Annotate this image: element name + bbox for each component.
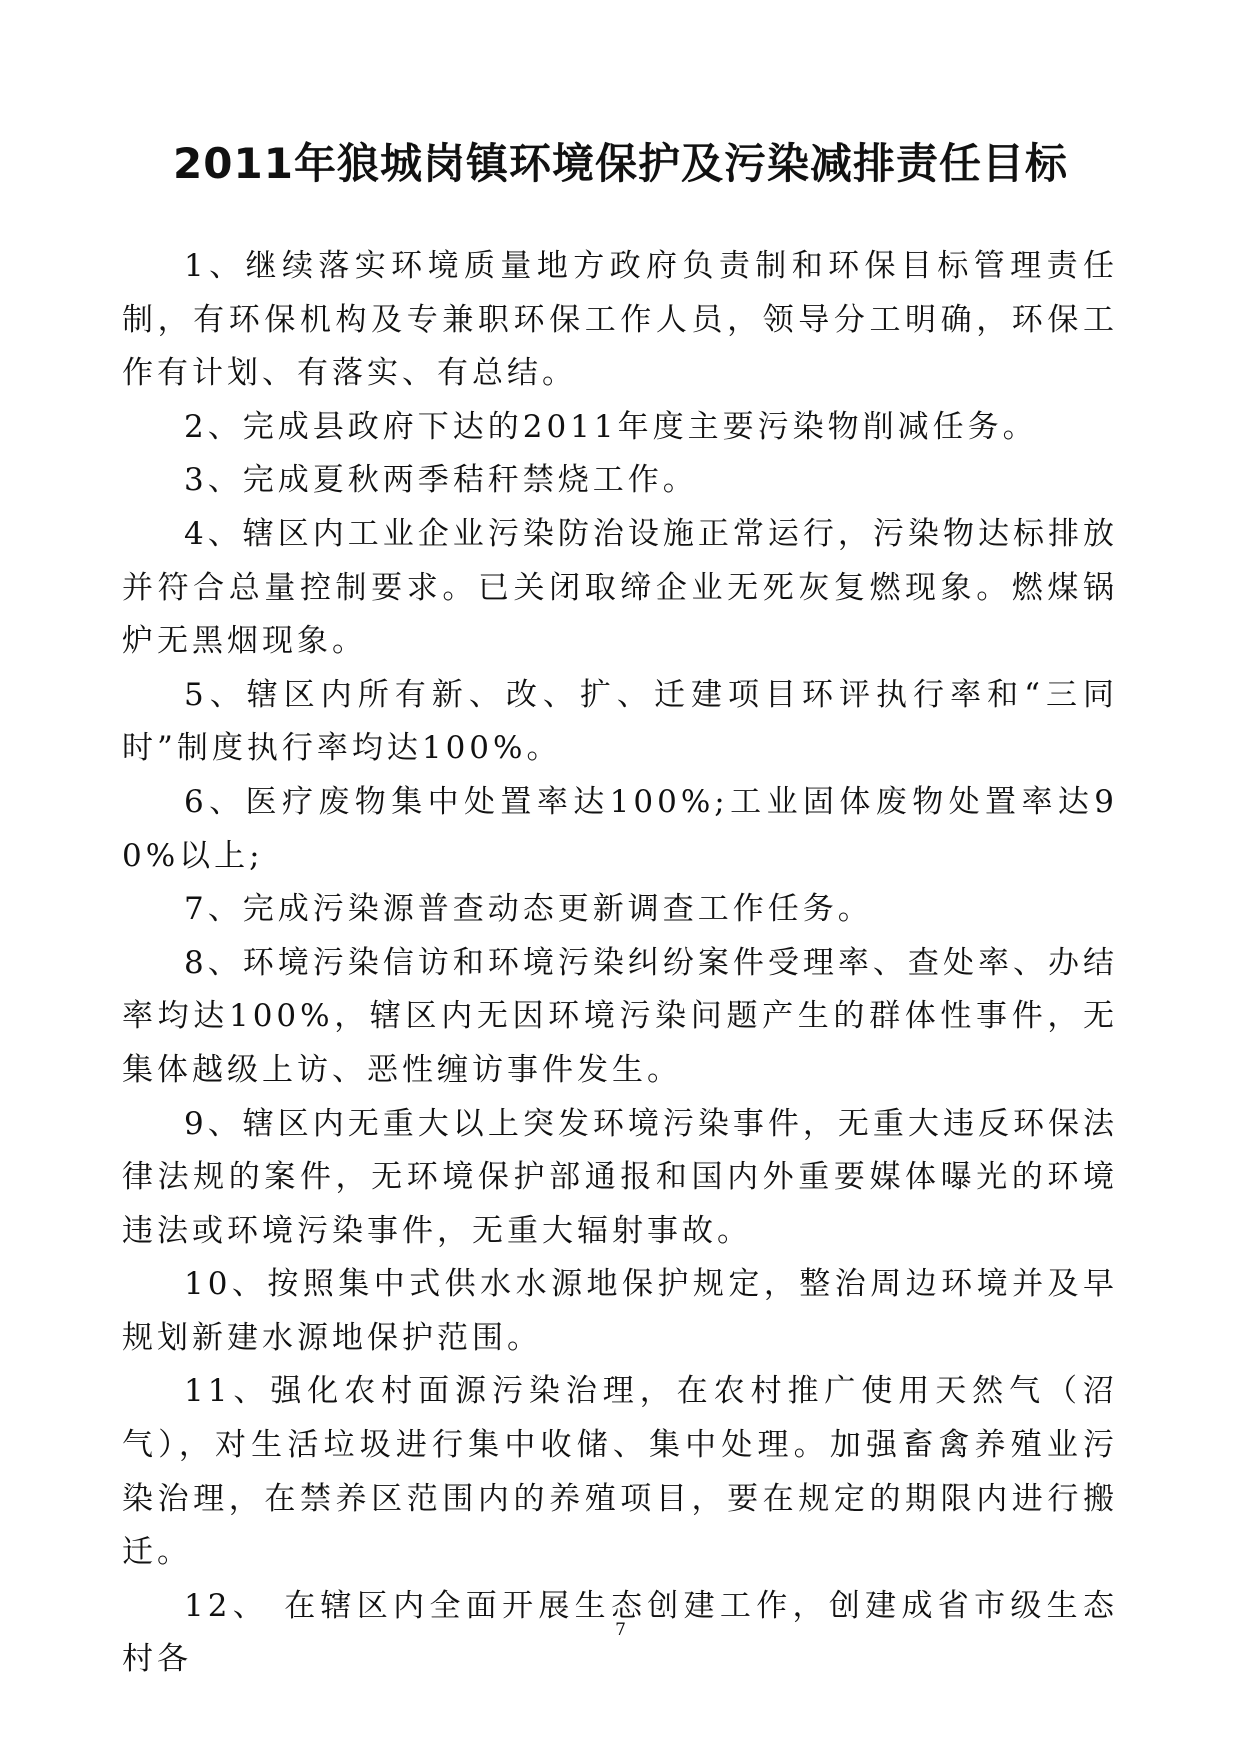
paragraph-5: 5、辖区内所有新、改、扩、迁建项目环评执行率和“三同时”制度执行率均达100%。 — [122, 676, 1118, 767]
page-title: 2011年狼城岗镇环境保护及污染减排责任目标 — [173, 139, 1068, 188]
paragraph-8: 8、环境污染信访和环境污染纠纷案件受理率、查处率、办结率均达100%，辖区内无因环境污染问题产生的群体性事件，无集体越级上访、恶性缠访事件发生。 — [122, 944, 1118, 1088]
paragraph-6: 6、医疗废物集中处置率达100%;工业固体废物处置率达90%以上; — [122, 783, 1118, 874]
paragraph-7: 7、完成污染源普查动态更新调查工作任务。 — [184, 891, 873, 928]
paragraph-12: 12、 在辖区内全面开展生态创建工作，创建成省市级生态村各 — [122, 1587, 1118, 1678]
page-number: 7 — [615, 1620, 626, 1640]
document-body — [122, 240, 1118, 1687]
paragraph-3: 3、完成夏秋两季秸秆禁烧工作。 — [184, 462, 698, 499]
paragraph-4: 4、辖区内工业企业污染防治设施正常运行，污染物达标排放并符合总量控制要求。已关闭取缔企业无死灰复燃现象。燃煤锅炉无黑烟现象。 — [122, 515, 1118, 660]
paragraph-2: 2、完成县政府下达的2011年度主要污染物削减任务。 — [184, 408, 1038, 445]
paragraph-9: 9、辖区内无重大以上突发环境污染事件，无重大违反环保法律法规的案件，无环境保护部通报和国内外重要媒体曝光的环境违法或环境污染事件，无重大辐射事故。 — [122, 1105, 1118, 1249]
paragraph-11: 11、强化农村面源污染治理，在农村推广使用天然气（沼气），对生活垃圾进行集中收储、集中处理。加强畜禽养殖业污染治理，在禁养区范围内的养殖项目，要在规定的期限内进行搬迁。 — [122, 1373, 1118, 1571]
paragraph-1: 1、继续落实环境质量地方政府负责制和环保目标管理责任制，有环保机构及专兼职环保工作人员，领导分工明确，环保工作有计划、有落实、有总结。 — [122, 248, 1118, 392]
paragraph-10: 10、按照集中式供水水源地保护规定，整治周边环境并及早规划新建水源地保护范围。 — [122, 1266, 1118, 1356]
